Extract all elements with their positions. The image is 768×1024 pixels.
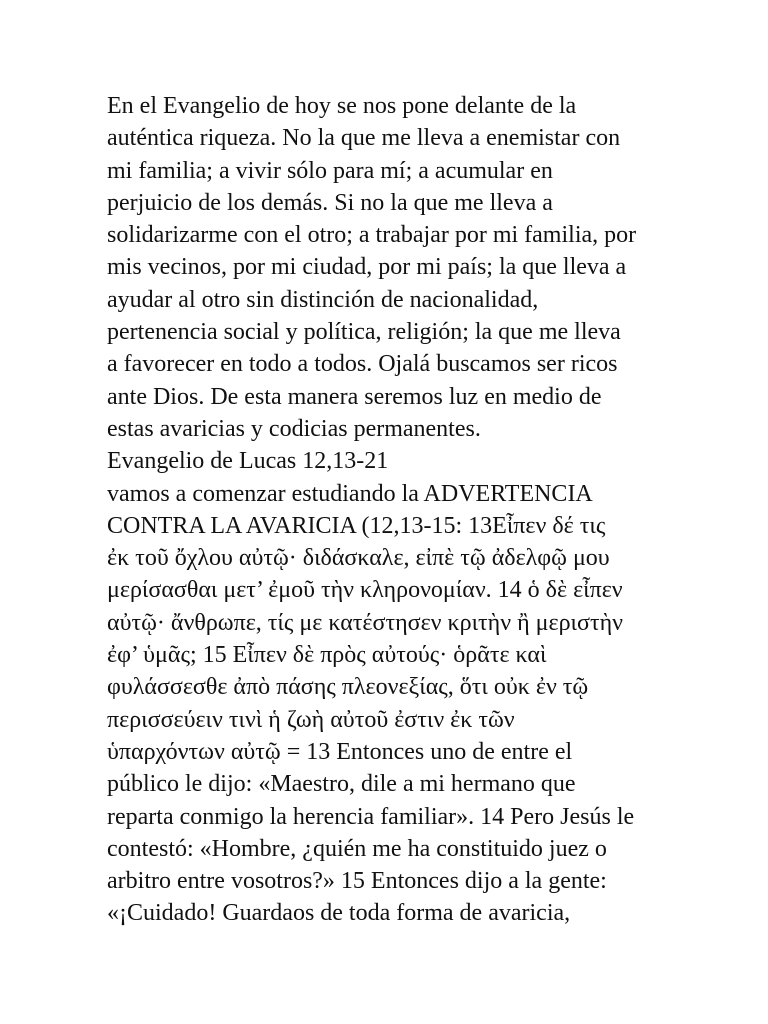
- text-line: perjuicio de los demás. Si no la que me lleva a: [107, 189, 553, 216]
- text-line: contestó: «Hombre, ¿quién me ha constituido juez o: [107, 835, 607, 862]
- text-line: ante Dios. De esta manera seremos luz en medio de: [107, 383, 602, 410]
- text-line: «¡Cuidado! Guardaos de toda forma de avaricia,: [107, 900, 571, 927]
- text-line: auténtica riqueza. No la que me lleva a enemistar con: [107, 125, 621, 152]
- text-line: φυλάσσεσθε ἀπὸ πάσης πλεονεξίας, ὅτι οὐκ ἐν τῷ: [107, 674, 589, 701]
- text-line: reparta conmigo la herencia familiar». 14 Pero Jesús le: [107, 803, 635, 830]
- text-line: estas avaricias y codicias permanentes.: [107, 415, 481, 442]
- commentary-paragraph: [107, 478, 667, 930]
- text-line: ἐκ τοῦ ὄχλου αὐτῷ· διδάσκαλε, εἰπὲ τῷ ἀδελφῷ μου: [107, 545, 610, 572]
- gospel-reference-heading: Evangelio de Lucas 12,13-21: [107, 448, 389, 475]
- text-line: a favorecer en todo a todos. Ojalá buscamos ser ricos: [107, 351, 618, 378]
- document-body: [107, 90, 667, 930]
- text-line: público le dijo: «Maestro, dile a mi hermano que: [107, 771, 576, 798]
- text-line: ayudar al otro sin distinción de nacionalidad,: [107, 286, 539, 313]
- text-line: ὑπαρχόντων αὐτῷ = 13 Entonces uno de entre el: [107, 738, 573, 765]
- text-line: mis vecinos, por mi ciudad, por mi país; la que lleva a: [107, 254, 627, 281]
- text-line: CONTRA LA AVARICIA (12,13-15: 13Εἶπεν δέ τις: [107, 512, 606, 539]
- text-line: αὐτῷ· ἄνθρωπε, τίς με κατέστησεν κριτὴν ἢ μεριστὴν: [107, 609, 623, 636]
- text-line: En el Evangelio de hoy se nos pone delante de la: [107, 93, 577, 119]
- sermon-paragraph: [107, 90, 667, 445]
- text-line: mi familia; a vivir sólo para mí; a acumular en: [107, 157, 553, 184]
- text-line: solidarizarme con el otro; a trabajar por mi familia, por: [107, 222, 637, 249]
- text-line: ἐφ’ ὑμᾶς; 15 Εἶπεν δὲ πρὸς αὐτούς· ὁρᾶτε καὶ: [107, 642, 547, 669]
- text-line: vamos a comenzar estudiando la ADVERTENCIA: [107, 480, 593, 507]
- text-line: arbitro entre vosotros?» 15 Entonces dijo a la gente:: [107, 868, 607, 895]
- text-line: μερίσασθαι μετ’ ἐμοῦ τὴν κληρονομίαν. 14 ὁ δὲ εἶπεν: [107, 577, 623, 604]
- text-line: περισσεύειν τινὶ ἡ ζωὴ αὐτοῦ ἐστιν ἐκ τῶν: [107, 706, 515, 733]
- text-line: pertenencia social y política, religión; la que me lleva: [107, 319, 621, 346]
